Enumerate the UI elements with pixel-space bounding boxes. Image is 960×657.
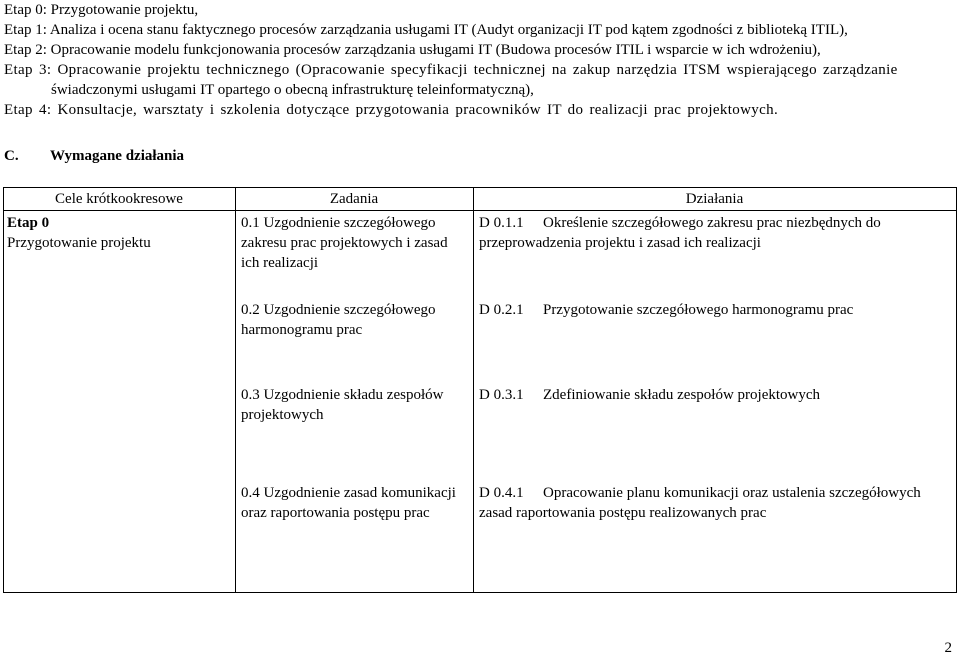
action-cell <box>479 213 953 253</box>
page-number: 2 <box>944 640 952 656</box>
stages-list <box>4 0 956 120</box>
action-cell <box>479 483 953 523</box>
table-col-rule-2 <box>473 187 474 593</box>
header-actions: Działania <box>685 191 744 207</box>
table-col-rule-1 <box>235 187 236 593</box>
action-text: Opracowanie planu komunikacji oraz ustalenia szczegółowych zasad raportowania postępu realizowanych prac <box>479 485 921 521</box>
action-cell <box>479 300 953 320</box>
action-code: D 0.2.1 <box>479 302 524 318</box>
action-text: Zdefiniowanie składu zespołów projektowych <box>543 387 821 403</box>
task-cell: 0.3 Uzgodnienie składu zespołów projektowych <box>241 387 444 423</box>
table-left-rule <box>3 187 4 593</box>
section-title: Wymagane działania <box>50 148 185 164</box>
table-top-rule <box>3 187 957 188</box>
stage-1-line: Etap 1: Analiza i ocena stanu faktycznego procesów zarządzania usługami IT (Audyt organizacji IT pod kątem zgodności z biblioteką ITIL), <box>4 22 848 38</box>
section-letter: C. <box>4 148 19 164</box>
action-text: Określenie szczegółowego zakresu prac niezbędnych do przeprowadzenia projektu i zasad ich realizacji <box>479 215 881 251</box>
task-cell: 0.4 Uzgodnienie zasad komunikacji oraz raportowania postępu prac <box>241 485 456 521</box>
stage-3-line-continued: świadczonymi usługami IT opartego o obecną infrastrukturę teleinformatyczną), <box>51 82 534 98</box>
action-code: D 0.4.1 <box>479 485 524 501</box>
stage-0-line: Etap 0: Przygotowanie projektu, <box>4 2 199 18</box>
task-cell: 0.2 Uzgodnienie szczegółowego harmonogramu prac <box>241 302 436 338</box>
action-code: D 0.1.1 <box>479 215 524 231</box>
stage-2-line: Etap 2: Opracowanie modelu funkcjonowania procesów zarządzania usługami IT (Budowa procesów ITIL i wsparcie w ich wdrożeniu), <box>4 42 821 58</box>
header-goals: Cele krótkookresowe <box>55 191 183 207</box>
table-right-rule <box>956 187 957 593</box>
stage-4-line: Etap 4: Konsultacje, warsztaty i szkolenia dotyczące przygotowania pracowników IT do realizacji prac projektowych. <box>4 102 779 118</box>
goal-name: Przygotowanie projektu <box>7 235 151 251</box>
actions-table <box>3 187 957 593</box>
stage-3-line: Etap 3: Opracowanie projektu technicznego (Opracowanie specyfikacji technicznej na zakup narzędzia ITSM wspierającego zarządzanie <box>4 62 898 78</box>
goal-cell <box>7 213 231 253</box>
header-tasks: Zadania <box>329 191 379 207</box>
table-header-rule <box>3 210 957 211</box>
table-bottom-rule <box>3 592 957 593</box>
action-code: D 0.3.1 <box>479 387 524 403</box>
section-heading <box>4 148 184 165</box>
action-cell <box>479 385 953 405</box>
task-cell: 0.1 Uzgodnienie szczegółowego zakresu prac projektowych i zasad ich realizacji <box>241 215 448 271</box>
action-text: Przygotowanie szczegółowego harmonogramu prac <box>543 302 854 318</box>
goal-code: Etap 0 <box>7 215 50 231</box>
